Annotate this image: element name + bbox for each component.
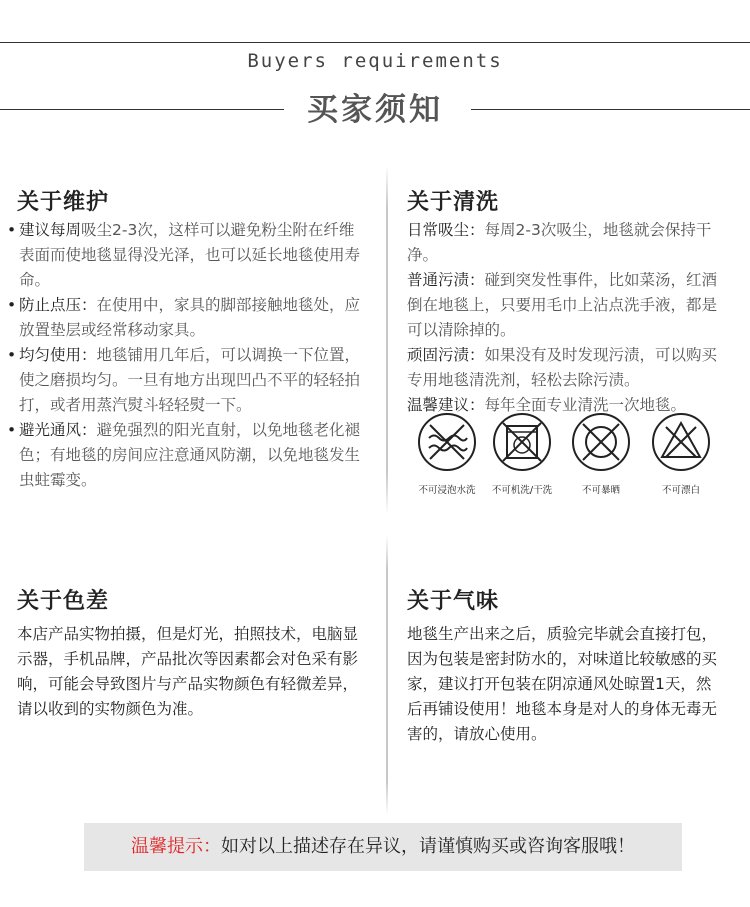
no-sun-dry-icon <box>571 412 631 472</box>
smell-title: 关于气味 <box>407 589 500 614</box>
no-machine-dry-wash-icon <box>492 412 552 472</box>
care-icon-item <box>561 412 641 496</box>
care-icon-caption: 不可浸泡水洗 <box>418 485 476 496</box>
care-icon-caption: 不可暴晒 <box>581 485 620 496</box>
color-text: 本店产品实物拍摄，但是灯光，拍照技术，电脑显示器，手机品牌，产品批次等因素都会对色采有影响，可能会导致图片与产品实物颜色有轻微差异，请以收到的实物颜色为准。 <box>17 625 359 718</box>
header-top-rule <box>0 42 750 43</box>
cleaning-list <box>407 218 725 418</box>
cleaning-item: 顽固污渍：如果没有及时发现污渍，可以购买专用地毯清洗剂，轻松去除污渍。 <box>407 346 718 389</box>
care-icons <box>408 412 738 502</box>
cleaning-title: 关于清洗 <box>407 190 500 215</box>
maintenance-list <box>7 218 369 493</box>
care-icon-item <box>641 412 721 496</box>
column-divider-bottom <box>386 535 388 815</box>
care-icon-item <box>482 412 562 496</box>
notice-label: 温馨提示： <box>131 836 221 857</box>
maintenance-item: • 防止点压：在使用中，家具的脚部接触地毯处，应放置垫层或经常移动家具。 <box>7 293 369 343</box>
cleaning-item: 温馨建议：每年全面专业清洗一次地毯。 <box>407 396 687 414</box>
notice-banner <box>84 823 682 871</box>
maintenance-item: • 建议每周吸尘2-3次，这样可以避免粉尘附在纤维表面而使地毯显得没光泽，也可以延长地毯使用寿命。 <box>7 218 369 293</box>
care-icon-item <box>407 412 487 496</box>
notice-text: 如对以上描述存在异议，请谨慎购买或咨询客服哦！ <box>221 836 635 857</box>
no-soak-wash-icon <box>417 412 477 472</box>
color-title: 关于色差 <box>17 589 110 614</box>
column-divider-top <box>386 165 388 515</box>
care-icon-caption: 不可漂白 <box>661 485 700 496</box>
cleaning-item: 普通污渍：碰到突发性事件，比如菜汤，红酒倒在地毯上，只要用毛巾上沾点洗手液，都是可以清除掉的。 <box>407 271 718 339</box>
header-en-title: Buyers requirements <box>247 50 503 72</box>
cleaning-item: 日常吸尘：每周2-3次吸尘，地毯就会保持干净。 <box>407 221 712 264</box>
care-icon-caption: 不可机洗/干洗 <box>491 485 553 496</box>
maintenance-item: • 避光通风：避免强烈的阳光直射，以免地毯老化褪色；有地毯的房间应注意通风防潮，以免地毯发生虫蛀霉变。 <box>7 418 369 493</box>
maintenance-item: • 均匀使用：地毯铺用几年后，可以调换一下位置，使之磨损均匀。一旦有地方出现凹凸不平的轻轻拍打，或者用蒸汽熨斗轻轻熨一下。 <box>7 343 369 418</box>
header-cn-title: 买家须知 <box>307 92 443 128</box>
smell-text: 地毯生产出来之后，质验完毕就会直接打包，因为包装是密封防水的，对味道比较敏感的买家，建议打开包装在阴凉通风处晾置1天，然后再铺设使用！地毯本身是对人的身体无毒无害的，请放心使用。 <box>407 625 718 743</box>
no-bleach-icon <box>651 412 711 472</box>
maintenance-title: 关于维护 <box>17 190 110 215</box>
